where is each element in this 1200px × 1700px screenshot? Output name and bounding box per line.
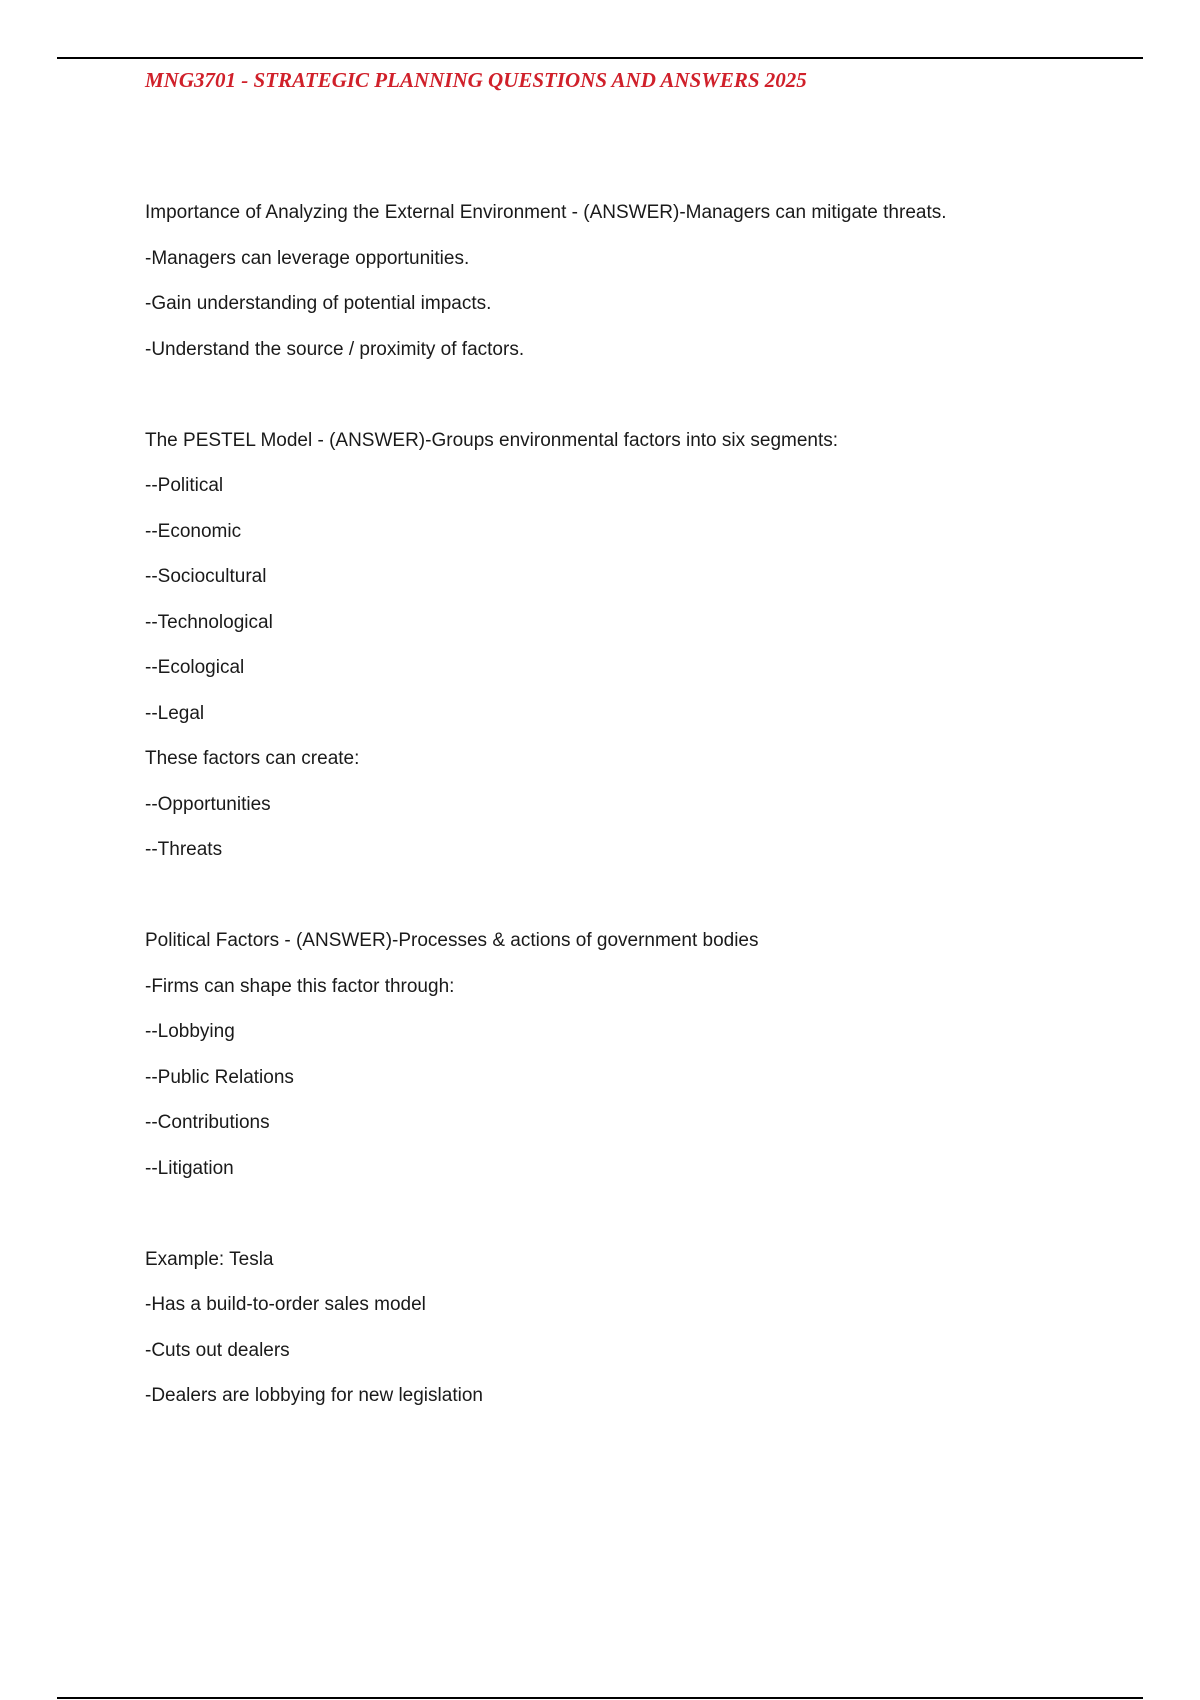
answer-line: --Lobbying	[145, 1021, 235, 1042]
answer-line: -Dealers are lobbying for new legislation	[145, 1385, 483, 1406]
document-title: MNG3701 - STRATEGIC PLANNING QUESTIONS AND ANSWERS 2025	[145, 68, 807, 92]
answer-line: --Litigation	[145, 1158, 234, 1179]
top-rule	[57, 57, 1143, 59]
answer-line: --Economic	[145, 521, 242, 542]
answer-line: -Gain understanding of potential impacts.	[145, 293, 492, 314]
answer-line: These factors can create:	[145, 748, 360, 769]
answer-line: --Political	[145, 475, 224, 496]
answer-line: -Firms can shape this factor through:	[145, 976, 455, 997]
answer-line: --Technological	[145, 612, 273, 633]
answer-line: -Has a build-to-order sales model	[145, 1294, 426, 1315]
answer-line: --Opportunities	[145, 794, 271, 815]
answer-line: --Contributions	[145, 1112, 270, 1133]
answer-line: -Cuts out dealers	[145, 1340, 290, 1361]
example-line: Example: Tesla	[145, 1249, 274, 1270]
answer-line: --Legal	[145, 703, 205, 724]
answer-line: -Understand the source / proximity of factors.	[145, 339, 525, 360]
answer-line: --Ecological	[145, 657, 245, 678]
question-line: The PESTEL Model - (ANSWER)-Groups environmental factors into six segments:	[145, 430, 839, 451]
answer-line: --Threats	[145, 839, 223, 860]
answer-line: -Managers can leverage opportunities.	[145, 248, 470, 269]
question-line: Political Factors - (ANSWER)-Processes & actions of government bodies	[145, 930, 759, 951]
answer-line: --Sociocultural	[145, 566, 267, 587]
answer-line: --Public Relations	[145, 1067, 294, 1088]
bottom-rule	[57, 1697, 1143, 1699]
question-line: Importance of Analyzing the External Environment - (ANSWER)-Managers can mitigate threats.	[145, 202, 947, 223]
